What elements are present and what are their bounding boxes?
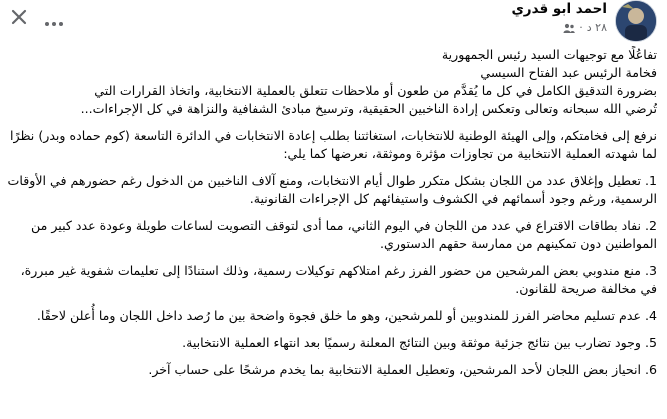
- intro-line: تُرضي الله سبحانه وتعالى وتعكس إرادة الناخبين الحقيقية، وترسيخ مبادئ الشفافية والنزاهة في كل الإجراءات...: [80, 101, 657, 116]
- list-item: 4. عدم تسليم محاضر الفرز للمندوبين أو للمرشحين، وهو ما خلق فجوة واضحة بين ما رُصد داخل اللجان وما أُعلن لاحقًا.: [36, 308, 657, 323]
- meta-separator: ·: [579, 21, 583, 34]
- list-item: 3. منع مندوبي بعض المرشحين من حضور الفرز رغم امتلاكهم توكيلات رسمية، وذلك استنادًا إلى تعليمات شفوية غير مبررة، في مخالفة صريحة للقانون.: [20, 263, 657, 296]
- audience-friends-icon[interactable]: [563, 22, 575, 34]
- intro-line: تفاعُلًا مع توجيهات السيد رئيس الجمهورية: [441, 47, 657, 62]
- more-options-icon[interactable]: [44, 12, 64, 18]
- post-time[interactable]: ٢٨ د: [586, 21, 607, 34]
- intro-line: فخامة الرئيس عبد الفتاح السيسي: [480, 65, 657, 80]
- list-item: 5. وجود تضارب بين نتائج جزئية موثقة وبين النتائج المعلنة رسميًا بعد انتهاء العملية الانتخابية.: [182, 335, 657, 350]
- request-paragraph: نرفع إلى فخامتكم، وإلى الهيئة الوطنية للانتخابات، استغاثتنا بطلب إعادة الانتخابات في الدائرة التاسعة (كوم حماده وبدر) نظرًا لما شهدته العملية الانتخابية من تجاوزات مؤثرة وموثقة، نعرضها كما يلي:: [10, 128, 657, 161]
- list-item: 6. انحياز بعض اللجان لأحد المرشحين، وتعطيل العملية الانتخابية بما يخدم مرشحًا على حساب آخر.: [148, 362, 657, 377]
- post-text: [6, 46, 657, 379]
- author-name[interactable]: احمد ابو قدري: [511, 1, 607, 17]
- intro-line: بضرورة التدقيق الكامل في كل ما يُقدَّم من طعون أو ملاحظات تتعلق بالعملية الانتخابية، واتخاذ القرارات التي: [94, 83, 657, 98]
- post-meta: [563, 21, 607, 34]
- close-icon[interactable]: [10, 8, 28, 26]
- author-avatar[interactable]: [615, 0, 657, 42]
- list-item: 1. تعطيل وإغلاق عدد من اللجان بشكل متكرر طوال أيام الانتخابات، ومنع آلاف الناخبين من الدخول رغم حضورهم في الأوقات الرسمية، ورغم وجود أسمائهم في الكشوف واستيفائهم كل الإجراءات القانونية.: [7, 173, 657, 206]
- intro-block: [6, 46, 657, 118]
- list-item: 2. نفاد بطاقات الاقتراع في عدد من اللجان في اليوم الثاني، مما أدى لتوقف التصويت لساعات طويلة وعودة عدد كبير من المواطنين دون تمكينهم من ممارسة حقهم الدستوري.: [30, 218, 657, 251]
- avatar-image-icon: [616, 1, 656, 41]
- post-header: [0, 0, 667, 44]
